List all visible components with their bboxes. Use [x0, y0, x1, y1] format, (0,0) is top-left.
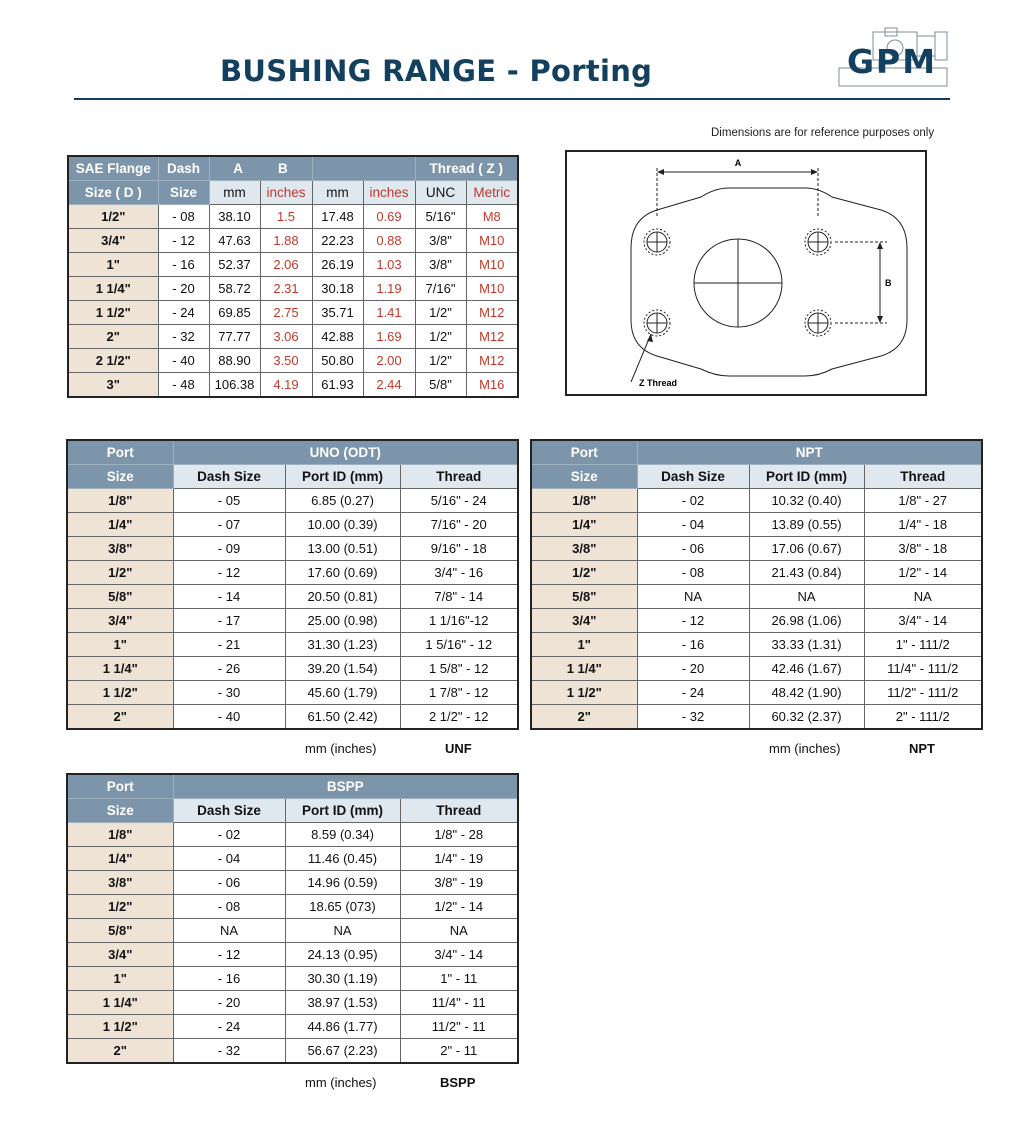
cell-thread: 1 5/16" - 12 [400, 633, 518, 657]
cell-port-size: 2" [67, 1039, 173, 1064]
cell-metric: M16 [466, 373, 518, 398]
cell-unc: 1/2" [415, 349, 466, 373]
uno-table [66, 439, 519, 730]
cell-port-id: 18.65 (073) [285, 895, 400, 919]
cell-port-size: 3/4" [67, 943, 173, 967]
cell-unc: 7/16" [415, 277, 466, 301]
table-row [531, 705, 982, 730]
cell-dash-size: - 02 [637, 489, 749, 513]
page-title: BUSHING RANGE - Porting [220, 54, 653, 88]
cell-b-mm: 17.48 [312, 205, 363, 229]
cell-port-size: 3/8" [67, 871, 173, 895]
cell-port-size: 1/4" [67, 847, 173, 871]
cell-a-inches: 4.19 [260, 373, 312, 398]
cell-dash-size: - 08 [173, 895, 285, 919]
table-row [67, 513, 518, 537]
group-header-uno: UNO (ODT) [173, 440, 518, 465]
cell-port-id: 20.50 (0.81) [285, 585, 400, 609]
col-header-port: Port [67, 440, 173, 465]
table-row [67, 847, 518, 871]
cell-a-mm: 77.77 [209, 325, 260, 349]
cell-port-size: 1/8" [531, 489, 637, 513]
cell-dash-size: - 04 [637, 513, 749, 537]
cell-port-size: 2" [67, 705, 173, 730]
cell-thread: 5/16" - 24 [400, 489, 518, 513]
cell-a-inches: 3.50 [260, 349, 312, 373]
cell-thread: 11/2" - 11 [400, 1015, 518, 1039]
table-row [68, 301, 518, 325]
col-header-dash-size: Dash Size [637, 465, 749, 489]
cell-port-id: 25.00 (0.98) [285, 609, 400, 633]
cell-dash-size: - 06 [637, 537, 749, 561]
cell-b-mm: 22.23 [312, 229, 363, 253]
cell-port-size: 1/4" [67, 513, 173, 537]
npt-table [530, 439, 983, 730]
cell-port-size: 1 1/4" [67, 991, 173, 1015]
cell-port-id: 13.00 (0.51) [285, 537, 400, 561]
table-row [531, 609, 982, 633]
table-row [531, 585, 982, 609]
cell-metric: M10 [466, 253, 518, 277]
cell-dash-size: - 09 [173, 537, 285, 561]
cell-dash-size: NA [637, 585, 749, 609]
sub-header-mm: mm [209, 181, 260, 205]
table-row [531, 513, 982, 537]
cell-port-id: 48.42 (1.90) [749, 681, 864, 705]
uno-type-caption: UNF [445, 741, 472, 756]
cell-port-size: 1/8" [67, 823, 173, 847]
cell-port-size: 1/2" [67, 895, 173, 919]
label-a: A [233, 161, 243, 176]
cell-thread: 1 7/8" - 12 [400, 681, 518, 705]
col-header-size: Size [158, 181, 209, 205]
cell-port-size: 5/8" [67, 919, 173, 943]
cell-metric: M12 [466, 325, 518, 349]
cell-dash-size: - 24 [173, 1015, 285, 1039]
col-header-size: Size [67, 799, 173, 823]
cell-port-size: 5/8" [67, 585, 173, 609]
table-row [68, 253, 518, 277]
sub-header-unc: UNC [415, 181, 466, 205]
cell-metric: M10 [466, 277, 518, 301]
cell-b-inches: 0.88 [363, 229, 415, 253]
table-row [67, 991, 518, 1015]
cell-port-id: 42.46 (1.67) [749, 657, 864, 681]
cell-flange-size: 2" [68, 325, 158, 349]
col-header-dash: Dash [158, 156, 209, 181]
table-row [68, 229, 518, 253]
cell-port-id: 33.33 (1.31) [749, 633, 864, 657]
cell-dash-size: - 17 [173, 609, 285, 633]
cell-unc: 1/2" [415, 325, 466, 349]
cell-unc: 3/8" [415, 253, 466, 277]
cell-a-inches: 1.5 [260, 205, 312, 229]
table-row [67, 705, 518, 730]
flange-drawing [567, 152, 925, 394]
cell-dash-size: - 07 [173, 513, 285, 537]
col-header-thread-z: Thread ( Z ) [415, 156, 518, 181]
col-header-thread: Thread [400, 465, 518, 489]
cell-flange-size: 3" [68, 373, 158, 398]
cell-port-size: 3/8" [531, 537, 637, 561]
table-row [67, 823, 518, 847]
col-header-port: Port [531, 440, 637, 465]
table-row [67, 919, 518, 943]
cell-port-id: 14.96 (0.59) [285, 871, 400, 895]
col-header-sae-flange: SAE Flange [68, 156, 158, 181]
table-row [67, 657, 518, 681]
cell-port-id: 38.97 (1.53) [285, 991, 400, 1015]
cell-dash: - 20 [158, 277, 209, 301]
cell-dash-size: NA [173, 919, 285, 943]
cell-thread: 1" - 11 [400, 967, 518, 991]
cell-metric: M10 [466, 229, 518, 253]
cell-thread: 1 1/16"-12 [400, 609, 518, 633]
cell-b-inches: 1.41 [363, 301, 415, 325]
cell-b-mm: 50.80 [312, 349, 363, 373]
cell-port-id: 17.06 (0.67) [749, 537, 864, 561]
cell-port-id: 45.60 (1.79) [285, 681, 400, 705]
cell-b-mm: 35.71 [312, 301, 363, 325]
cell-dash-size: - 12 [637, 609, 749, 633]
z-thread-label: Z Thread [639, 378, 678, 388]
cell-thread: 11/4" - 111/2 [864, 657, 982, 681]
cell-dash-size: - 16 [637, 633, 749, 657]
cell-port-size: 3/8" [67, 537, 173, 561]
col-header-a-b [209, 156, 312, 181]
cell-a-mm: 88.90 [209, 349, 260, 373]
cell-port-id: 10.32 (0.40) [749, 489, 864, 513]
cell-a-mm: 52.37 [209, 253, 260, 277]
cell-thread: 1/8" - 28 [400, 823, 518, 847]
cell-thread: 1/2" - 14 [400, 895, 518, 919]
table-row [67, 1015, 518, 1039]
cell-port-id: NA [285, 919, 400, 943]
cell-dash-size: - 32 [173, 1039, 285, 1064]
cell-dash-size: - 24 [637, 681, 749, 705]
cell-thread: 11/2" - 111/2 [864, 681, 982, 705]
table-row [67, 681, 518, 705]
sub-header-metric: Metric [466, 181, 518, 205]
cell-port-size: 3/4" [531, 609, 637, 633]
cell-a-mm: 69.85 [209, 301, 260, 325]
bspp-table [66, 773, 519, 1064]
table-row [67, 561, 518, 585]
table-row [531, 657, 982, 681]
cell-thread: 3/8" - 18 [864, 537, 982, 561]
cell-flange-size: 2 1/2" [68, 349, 158, 373]
cell-port-size: 1" [67, 633, 173, 657]
cell-flange-size: 1" [68, 253, 158, 277]
cell-dash-size: - 08 [637, 561, 749, 585]
cell-metric: M12 [466, 301, 518, 325]
col-header-port: Port [67, 774, 173, 799]
table-row [531, 561, 982, 585]
cell-thread: 3/4" - 16 [400, 561, 518, 585]
cell-thread: 3/4" - 14 [400, 943, 518, 967]
col-header-blank [312, 156, 415, 181]
cell-port-size: 1 1/2" [67, 681, 173, 705]
cell-unc: 3/8" [415, 229, 466, 253]
cell-port-id: 44.86 (1.77) [285, 1015, 400, 1039]
npt-units-caption: mm (inches) [769, 741, 841, 756]
cell-port-id: 31.30 (1.23) [285, 633, 400, 657]
cell-flange-size: 1 1/2" [68, 301, 158, 325]
table-row [67, 585, 518, 609]
cell-dash-size: - 04 [173, 847, 285, 871]
table-row [67, 895, 518, 919]
cell-a-inches: 2.31 [260, 277, 312, 301]
cell-port-size: 1 1/2" [531, 681, 637, 705]
cell-port-id: 6.85 (0.27) [285, 489, 400, 513]
table-row [68, 277, 518, 301]
cell-b-inches: 1.69 [363, 325, 415, 349]
cell-dash: - 40 [158, 349, 209, 373]
col-header-port-id: Port ID (mm) [285, 465, 400, 489]
col-header-size-d: Size ( D ) [68, 181, 158, 205]
table-row [68, 373, 518, 398]
cell-thread: 2" - 11 [400, 1039, 518, 1064]
cell-b-inches: 2.00 [363, 349, 415, 373]
cell-port-size: 1 1/2" [67, 1015, 173, 1039]
cell-flange-size: 1 1/4" [68, 277, 158, 301]
group-header-bspp: BSPP [173, 774, 518, 799]
table-row [531, 633, 982, 657]
cell-a-mm: 58.72 [209, 277, 260, 301]
cell-dash-size: - 40 [173, 705, 285, 730]
cell-thread: 1/8" - 27 [864, 489, 982, 513]
cell-thread: 9/16" - 18 [400, 537, 518, 561]
cell-unc: 5/8" [415, 373, 466, 398]
table-row [531, 489, 982, 513]
bspp-units-caption: mm (inches) [305, 1075, 377, 1090]
cell-b-inches: 0.69 [363, 205, 415, 229]
cell-port-id: 24.13 (0.95) [285, 943, 400, 967]
cell-thread: 1/4" - 18 [864, 513, 982, 537]
cell-flange-size: 3/4" [68, 229, 158, 253]
table-row [68, 325, 518, 349]
cell-port-size: 5/8" [531, 585, 637, 609]
cell-a-mm: 106.38 [209, 373, 260, 398]
cell-port-id: 30.30 (1.19) [285, 967, 400, 991]
table-row [67, 943, 518, 967]
table-row [67, 967, 518, 991]
cell-port-size: 1/2" [531, 561, 637, 585]
cell-thread: 11/4" - 11 [400, 991, 518, 1015]
cell-a-mm: 38.10 [209, 205, 260, 229]
cell-thread: 3/4" - 14 [864, 609, 982, 633]
cell-thread: 2 1/2" - 12 [400, 705, 518, 730]
sae-flange-table [67, 155, 519, 398]
cell-port-size: 1 1/4" [67, 657, 173, 681]
cell-port-id: 61.50 (2.42) [285, 705, 400, 730]
cell-metric: M8 [466, 205, 518, 229]
col-header-size: Size [531, 465, 637, 489]
cell-dash-size: - 02 [173, 823, 285, 847]
col-header-size: Size [67, 465, 173, 489]
table-row [531, 537, 982, 561]
col-header-port-id: Port ID (mm) [749, 465, 864, 489]
table-row [68, 205, 518, 229]
cell-port-size: 2" [531, 705, 637, 730]
cell-port-id: 10.00 (0.39) [285, 513, 400, 537]
title-rule [74, 98, 950, 100]
table-row [68, 349, 518, 373]
cell-port-id: 21.43 (0.84) [749, 561, 864, 585]
cell-port-size: 1/8" [67, 489, 173, 513]
table-row [531, 681, 982, 705]
cell-b-inches: 2.44 [363, 373, 415, 398]
cell-thread: NA [400, 919, 518, 943]
cell-a-inches: 2.75 [260, 301, 312, 325]
npt-type-caption: NPT [909, 741, 935, 756]
reference-note: Dimensions are for reference purposes only [711, 127, 935, 139]
cell-dash-size: - 06 [173, 871, 285, 895]
sub-header-inches: inches [260, 181, 312, 205]
cell-port-id: 17.60 (0.69) [285, 561, 400, 585]
dimension-b-label: B [885, 278, 892, 288]
cell-a-inches: 2.06 [260, 253, 312, 277]
cell-a-inches: 3.06 [260, 325, 312, 349]
table-row [67, 489, 518, 513]
table-row [67, 633, 518, 657]
cell-port-size: 3/4" [67, 609, 173, 633]
cell-thread: 2" - 111/2 [864, 705, 982, 730]
cell-dash-size: - 20 [637, 657, 749, 681]
cell-dash: - 12 [158, 229, 209, 253]
logo-text: GPM [846, 42, 938, 81]
cell-dash: - 48 [158, 373, 209, 398]
cell-dash-size: - 12 [173, 561, 285, 585]
cell-unc: 5/16" [415, 205, 466, 229]
cell-dash-size: - 05 [173, 489, 285, 513]
cell-b-mm: 61.93 [312, 373, 363, 398]
cell-b-mm: 30.18 [312, 277, 363, 301]
cell-thread: 1/2" - 14 [864, 561, 982, 585]
cell-b-inches: 1.19 [363, 277, 415, 301]
cell-port-size: 1" [67, 967, 173, 991]
cell-b-inches: 1.03 [363, 253, 415, 277]
cell-port-id: 60.32 (2.37) [749, 705, 864, 730]
cell-port-size: 1/4" [531, 513, 637, 537]
col-header-dash-size: Dash Size [173, 799, 285, 823]
cell-thread: NA [864, 585, 982, 609]
table-row [67, 609, 518, 633]
cell-dash-size: - 20 [173, 991, 285, 1015]
cell-dash-size: - 32 [637, 705, 749, 730]
cell-dash-size: - 30 [173, 681, 285, 705]
cell-thread: 1 5/8" - 12 [400, 657, 518, 681]
cell-thread: 1/4" - 19 [400, 847, 518, 871]
cell-thread: 7/16" - 20 [400, 513, 518, 537]
cell-port-id: 26.98 (1.06) [749, 609, 864, 633]
cell-dash: - 32 [158, 325, 209, 349]
table-row [67, 871, 518, 895]
cell-port-size: 1" [531, 633, 637, 657]
cell-port-size: 1 1/4" [531, 657, 637, 681]
col-header-thread: Thread [400, 799, 518, 823]
cell-thread: 3/8" - 19 [400, 871, 518, 895]
sub-header-inches: inches [363, 181, 415, 205]
label-b: B [278, 161, 288, 176]
cell-port-id: 39.20 (1.54) [285, 657, 400, 681]
dimension-a-label: A [734, 158, 742, 168]
cell-dash-size: - 21 [173, 633, 285, 657]
cell-dash-size: - 12 [173, 943, 285, 967]
cell-port-id: 13.89 (0.55) [749, 513, 864, 537]
cell-port-id: 8.59 (0.34) [285, 823, 400, 847]
cell-thread: 7/8" - 14 [400, 585, 518, 609]
cell-unc: 1/2" [415, 301, 466, 325]
cell-dash: - 16 [158, 253, 209, 277]
col-header-thread: Thread [864, 465, 982, 489]
cell-dash-size: - 16 [173, 967, 285, 991]
cell-a-inches: 1.88 [260, 229, 312, 253]
cell-port-id: 56.67 (2.23) [285, 1039, 400, 1064]
bspp-type-caption: BSPP [440, 1075, 476, 1090]
cell-dash-size: - 14 [173, 585, 285, 609]
cell-port-size: 1/2" [67, 561, 173, 585]
gpm-logo [833, 26, 951, 90]
group-header-npt: NPT [637, 440, 982, 465]
flange-diagram [565, 150, 927, 396]
cell-b-mm: 42.88 [312, 325, 363, 349]
cell-dash-size: - 26 [173, 657, 285, 681]
table-row [67, 537, 518, 561]
cell-thread: 1" - 111/2 [864, 633, 982, 657]
uno-units-caption: mm (inches) [305, 741, 377, 756]
cell-dash: - 08 [158, 205, 209, 229]
cell-port-id: NA [749, 585, 864, 609]
cell-a-mm: 47.63 [209, 229, 260, 253]
table-row [67, 1039, 518, 1064]
cell-dash: - 24 [158, 301, 209, 325]
cell-metric: M12 [466, 349, 518, 373]
cell-port-id: 11.46 (0.45) [285, 847, 400, 871]
col-header-port-id: Port ID (mm) [285, 799, 400, 823]
col-header-dash-size: Dash Size [173, 465, 285, 489]
cell-flange-size: 1/2" [68, 205, 158, 229]
sub-header-mm: mm [312, 181, 363, 205]
cell-b-mm: 26.19 [312, 253, 363, 277]
